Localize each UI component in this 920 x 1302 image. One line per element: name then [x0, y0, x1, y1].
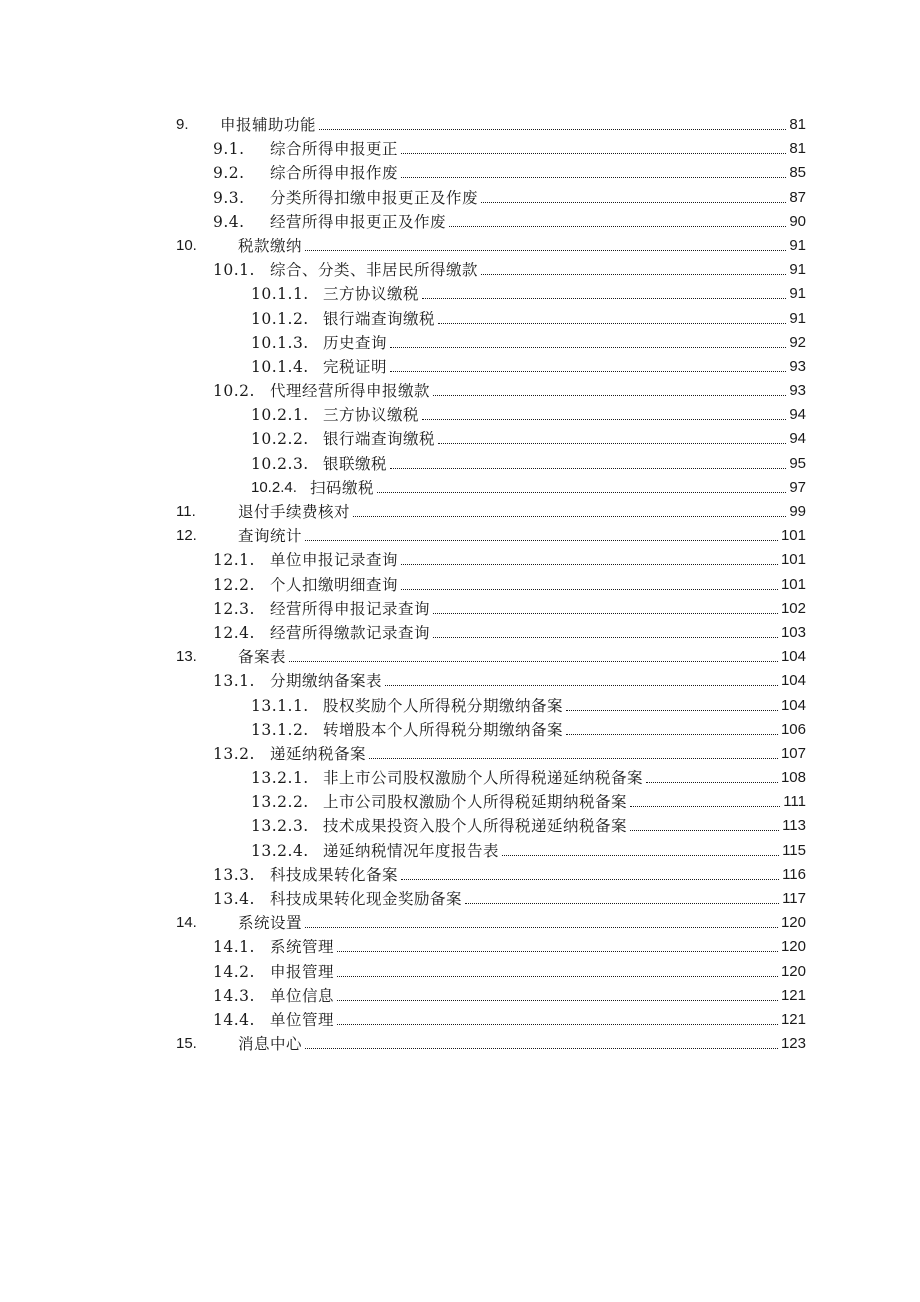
toc-entry[interactable] — [0, 524, 920, 548]
toc-entry-title: 单位信息 — [270, 984, 335, 1008]
toc-entry-page: 91 — [788, 282, 806, 306]
toc-entry[interactable] — [0, 500, 920, 524]
dot-leader — [337, 975, 778, 977]
dot-leader — [433, 636, 778, 638]
dot-leader — [289, 660, 778, 662]
dot-leader — [369, 757, 778, 759]
toc-entry-leader — [323, 452, 788, 476]
toc-entry-title: 备案表 — [238, 645, 287, 669]
toc-entry-number: 10.2. — [213, 382, 255, 401]
dot-leader — [438, 442, 786, 444]
toc-entry-number: 9.4. — [213, 212, 245, 231]
toc-entry[interactable] — [0, 839, 920, 863]
dot-leader — [401, 176, 786, 178]
toc-entry[interactable] — [0, 597, 920, 621]
toc-entry-leader — [323, 427, 788, 451]
dot-leader — [630, 805, 780, 807]
dot-leader — [390, 346, 786, 348]
toc-entry-title: 转增股本个人所得税分期缴纳备案 — [323, 718, 564, 742]
toc-entry-number: 10.1. — [213, 261, 255, 280]
toc-entry-number: 10. — [176, 236, 197, 254]
toc-entry-leader — [238, 1032, 780, 1056]
toc-entry-number: 9.2. — [213, 164, 245, 183]
toc-entry-number: 9.1. — [213, 140, 245, 159]
toc-entry[interactable] — [0, 694, 920, 718]
toc-entry-page: 116 — [781, 863, 806, 887]
toc-entry[interactable] — [0, 573, 920, 597]
toc-entry-number: 14. — [176, 914, 197, 932]
toc-entry-page: 91 — [788, 307, 806, 331]
dot-leader — [401, 588, 778, 590]
toc-entry[interactable] — [0, 258, 920, 282]
toc-entry-number: 12.4. — [213, 623, 255, 642]
toc-entry[interactable] — [0, 210, 920, 234]
toc-entry[interactable] — [0, 331, 920, 355]
toc-entry-leader — [323, 790, 782, 814]
toc-entry-leader — [238, 911, 780, 935]
toc-entry-page: 123 — [780, 1032, 806, 1056]
dot-leader — [337, 999, 778, 1001]
toc-entry-number: 13.2.3. — [251, 817, 309, 836]
dot-leader — [630, 829, 779, 831]
toc-entry[interactable] — [0, 161, 920, 185]
toc-entry-title: 科技成果转化备案 — [270, 863, 399, 887]
toc-entry-title: 经营所得申报记录查询 — [270, 597, 431, 621]
toc-entry-title: 分类所得扣缴申报更正及作废 — [270, 186, 479, 210]
toc-entry-page: 101 — [780, 548, 806, 572]
toc-entry[interactable] — [0, 186, 920, 210]
toc-entry-leader — [238, 234, 788, 258]
toc-entry-leader — [323, 839, 781, 863]
toc-entry-number: 11. — [176, 503, 196, 520]
toc-entry-page: 93 — [788, 379, 806, 403]
table-of-contents — [0, 113, 920, 1056]
toc-entry-page: 117 — [781, 887, 806, 911]
toc-entry-leader — [270, 186, 788, 210]
toc-entry[interactable] — [0, 814, 920, 838]
dot-leader — [390, 370, 786, 372]
toc-entry-page: 99 — [788, 500, 806, 524]
toc-entry-leader — [323, 694, 780, 718]
toc-entry-leader — [270, 379, 788, 403]
toc-entry-page: 85 — [788, 161, 806, 185]
toc-entry-title: 银联缴税 — [323, 452, 388, 476]
toc-entry[interactable] — [0, 476, 920, 500]
toc-entry-title: 历史查询 — [323, 331, 388, 355]
toc-entry[interactable] — [0, 548, 920, 572]
toc-entry-number: 14.1. — [213, 938, 255, 957]
toc-entry-leader — [323, 355, 788, 379]
toc-entry[interactable] — [0, 307, 920, 331]
toc-entry-page: 121 — [780, 984, 806, 1008]
dot-leader — [401, 563, 778, 565]
toc-entry[interactable] — [0, 621, 920, 645]
dot-leader — [337, 1023, 778, 1025]
dot-leader — [449, 225, 786, 227]
toc-entry-title: 扫码缴税 — [310, 476, 375, 500]
toc-entry-title: 申报管理 — [270, 960, 335, 984]
toc-entry-number: 12.3. — [213, 599, 255, 618]
toc-entry-page: 120 — [780, 935, 806, 959]
toc-entry[interactable] — [0, 669, 920, 693]
dot-leader — [422, 418, 786, 420]
toc-entry-leader — [270, 621, 780, 645]
dot-leader — [377, 491, 786, 493]
toc-entry-title: 退付手续费核对 — [238, 500, 351, 524]
toc-entry-number: 12.2. — [213, 575, 255, 594]
toc-entry-title: 科技成果转化现金奖励备案 — [270, 887, 463, 911]
toc-entry-page: 102 — [780, 597, 806, 621]
toc-entry-page: 92 — [788, 331, 806, 355]
toc-entry[interactable] — [0, 887, 920, 911]
toc-entry-number: 13.3. — [213, 865, 255, 884]
toc-entry-title: 经营所得缴款记录查询 — [270, 621, 431, 645]
dot-leader — [305, 539, 778, 541]
toc-entry-title: 完税证明 — [323, 355, 388, 379]
toc-entry-leader — [270, 984, 780, 1008]
toc-entry-title: 综合、分类、非居民所得缴款 — [270, 258, 479, 282]
toc-entry-number: 14.3. — [213, 986, 255, 1005]
dot-leader — [305, 926, 778, 928]
toc-entry-leader — [310, 476, 788, 500]
toc-entry-leader — [270, 960, 780, 984]
toc-entry-title: 股权奖励个人所得税分期缴纳备案 — [323, 694, 564, 718]
dot-leader — [481, 201, 786, 203]
toc-entry[interactable] — [0, 935, 920, 959]
dot-leader — [422, 297, 786, 299]
toc-entry-leader — [323, 718, 780, 742]
toc-entry-page: 108 — [780, 766, 806, 790]
toc-entry-title: 递延纳税备案 — [270, 742, 367, 766]
toc-entry-title: 代理经营所得申报缴款 — [270, 379, 431, 403]
toc-entry-page: 101 — [780, 524, 806, 548]
toc-entry-leader — [270, 669, 780, 693]
toc-entry-leader — [238, 500, 788, 524]
toc-entry-leader — [220, 113, 788, 137]
toc-entry-page: 93 — [788, 355, 806, 379]
toc-entry-leader — [323, 766, 780, 790]
dot-leader — [433, 394, 786, 396]
toc-entry[interactable] — [0, 282, 920, 306]
toc-entry-number: 12. — [176, 527, 197, 545]
toc-entry-title: 单位申报记录查询 — [270, 548, 399, 572]
toc-entry[interactable] — [0, 911, 920, 935]
toc-entry-number: 10.1.4. — [251, 357, 309, 376]
toc-entry-page: 81 — [788, 137, 806, 161]
toc-entry-number: 14.2. — [213, 962, 255, 981]
toc-entry[interactable] — [0, 960, 920, 984]
toc-entry[interactable] — [0, 766, 920, 790]
toc-entry-page: 95 — [788, 452, 806, 476]
dot-leader — [502, 854, 779, 856]
toc-entry-page: 121 — [780, 1008, 806, 1032]
toc-entry-title: 综合所得申报作废 — [270, 161, 399, 185]
dot-leader — [438, 322, 786, 324]
toc-entry-leader — [270, 597, 780, 621]
toc-entry-title: 单位管理 — [270, 1008, 335, 1032]
dot-leader — [401, 878, 779, 880]
toc-entry-number: 13.4. — [213, 890, 255, 908]
toc-entry-number: 12.1. — [213, 551, 255, 570]
toc-entry-title: 经营所得申报更正及作废 — [270, 210, 447, 234]
toc-entry-page: 106 — [780, 718, 806, 742]
toc-entry-page: 115 — [781, 839, 806, 863]
toc-entry-page: 81 — [788, 113, 806, 137]
toc-entry-leader — [270, 1008, 780, 1032]
toc-entry-page: 120 — [780, 911, 806, 935]
toc-entry-page: 87 — [788, 186, 806, 210]
toc-entry-page: 103 — [780, 621, 806, 645]
toc-entry-leader — [270, 573, 780, 597]
toc-entry[interactable] — [0, 113, 920, 137]
dot-leader — [353, 515, 786, 517]
toc-entry-title: 消息中心 — [238, 1032, 303, 1056]
toc-entry[interactable] — [0, 355, 920, 379]
toc-entry-title: 银行端查询缴税 — [323, 307, 436, 331]
toc-entry-leader — [270, 863, 781, 887]
toc-entry-number: 10.1.1. — [251, 285, 309, 304]
toc-entry-number: 15. — [176, 1035, 197, 1053]
toc-entry-leader — [323, 814, 781, 838]
toc-entry-title: 个人扣缴明细查询 — [270, 573, 399, 597]
toc-entry[interactable] — [0, 718, 920, 742]
toc-entry-number: 10.1.2. — [251, 309, 309, 328]
toc-entry-leader — [270, 548, 780, 572]
toc-entry-number: 13.2.2. — [251, 793, 309, 812]
toc-entry-title: 三方协议缴税 — [323, 282, 420, 306]
dot-leader — [319, 128, 786, 130]
toc-entry-title: 系统设置 — [238, 911, 303, 935]
toc-entry-number: 13.1.2. — [251, 720, 309, 739]
toc-entry[interactable] — [0, 742, 920, 766]
dot-leader — [337, 950, 778, 952]
toc-entry-page: 91 — [788, 258, 806, 282]
toc-entry-leader — [270, 210, 788, 234]
toc-entry-number: 10.2.3. — [251, 454, 309, 473]
dot-leader — [433, 612, 778, 614]
toc-entry[interactable] — [0, 452, 920, 476]
toc-entry-leader — [323, 307, 788, 331]
toc-entry-title: 查询统计 — [238, 524, 303, 548]
toc-entry-leader — [323, 282, 788, 306]
toc-entry-number: 13.2.4. — [251, 841, 309, 860]
toc-entry[interactable] — [0, 403, 920, 427]
toc-entry-title: 上市公司股权激励个人所得税延期纳税备案 — [323, 790, 628, 814]
toc-entry[interactable] — [0, 1008, 920, 1032]
toc-entry-page: 90 — [788, 210, 806, 234]
toc-entry-leader — [323, 331, 788, 355]
toc-entry-page: 107 — [780, 742, 806, 766]
toc-entry-page: 104 — [780, 645, 806, 669]
toc-entry-number: 10.2.1. — [251, 406, 309, 425]
toc-entry-title: 非上市公司股权激励个人所得税递延纳税备案 — [323, 766, 644, 790]
toc-entry-leader — [270, 137, 788, 161]
toc-entry-page: 104 — [780, 669, 806, 693]
dot-leader — [401, 152, 786, 154]
toc-entry[interactable] — [0, 1032, 920, 1056]
toc-entry-leader — [270, 258, 788, 282]
toc-entry-number: 10.1.3. — [251, 333, 309, 352]
toc-entry[interactable] — [0, 427, 920, 451]
toc-entry-title: 综合所得申报更正 — [270, 137, 399, 161]
toc-entry-leader — [270, 935, 780, 959]
toc-entry[interactable] — [0, 790, 920, 814]
toc-entry-number: 9. — [176, 116, 189, 133]
toc-entry-page: 94 — [788, 403, 806, 427]
toc-entry-title: 三方协议缴税 — [323, 403, 420, 427]
dot-leader — [465, 902, 779, 904]
toc-entry[interactable] — [0, 379, 920, 403]
dot-leader — [390, 467, 786, 469]
toc-entry-title: 银行端查询缴税 — [323, 427, 436, 451]
toc-entry[interactable] — [0, 863, 920, 887]
toc-entry-number: 13. — [176, 648, 197, 666]
toc-entry[interactable] — [0, 984, 920, 1008]
dot-leader — [481, 273, 786, 275]
toc-entry-leader — [238, 524, 780, 548]
dot-leader — [646, 781, 778, 783]
dot-leader — [385, 684, 778, 686]
toc-entry-number: 10.2.4. — [251, 478, 297, 496]
toc-entry-title: 技术成果投资入股个人所得税递延纳税备案 — [323, 814, 628, 838]
toc-entry-page: 113 — [781, 814, 806, 838]
toc-entry-leader — [270, 887, 781, 911]
toc-entry-page: 94 — [788, 427, 806, 451]
dot-leader — [566, 709, 778, 711]
toc-entry-page: 104 — [780, 694, 806, 718]
toc-entry[interactable] — [0, 234, 920, 258]
toc-entry[interactable] — [0, 137, 920, 161]
toc-entry-title: 系统管理 — [270, 935, 335, 959]
toc-entry-leader — [270, 161, 788, 185]
toc-entry-leader — [238, 645, 780, 669]
toc-entry-page: 111 — [782, 790, 806, 814]
toc-entry-number: 13.2. — [213, 744, 255, 763]
toc-entry-number: 9.3. — [213, 188, 245, 207]
toc-entry-leader — [270, 742, 780, 766]
toc-entry-number: 14.4. — [213, 1010, 255, 1029]
toc-entry-leader — [323, 403, 788, 427]
toc-entry-number: 13.2.1. — [251, 769, 309, 788]
toc-entry-page: 120 — [780, 960, 806, 984]
toc-entry-page: 101 — [780, 573, 806, 597]
toc-entry-number: 13.1.1. — [251, 696, 309, 715]
toc-entry-title: 税款缴纳 — [238, 234, 303, 258]
dot-leader — [566, 733, 778, 735]
toc-entry-page: 97 — [788, 476, 806, 500]
toc-entry-title: 申报辅助功能 — [220, 113, 317, 137]
dot-leader — [305, 249, 786, 251]
toc-entry-title: 分期缴纳备案表 — [270, 669, 383, 693]
toc-entry-title: 递延纳税情况年度报告表 — [323, 839, 500, 863]
toc-entry-number: 13.1. — [213, 672, 255, 691]
toc-entry-number: 10.2.2. — [251, 430, 309, 449]
toc-entry-page: 91 — [788, 234, 806, 258]
dot-leader — [305, 1047, 778, 1049]
toc-entry[interactable] — [0, 645, 920, 669]
